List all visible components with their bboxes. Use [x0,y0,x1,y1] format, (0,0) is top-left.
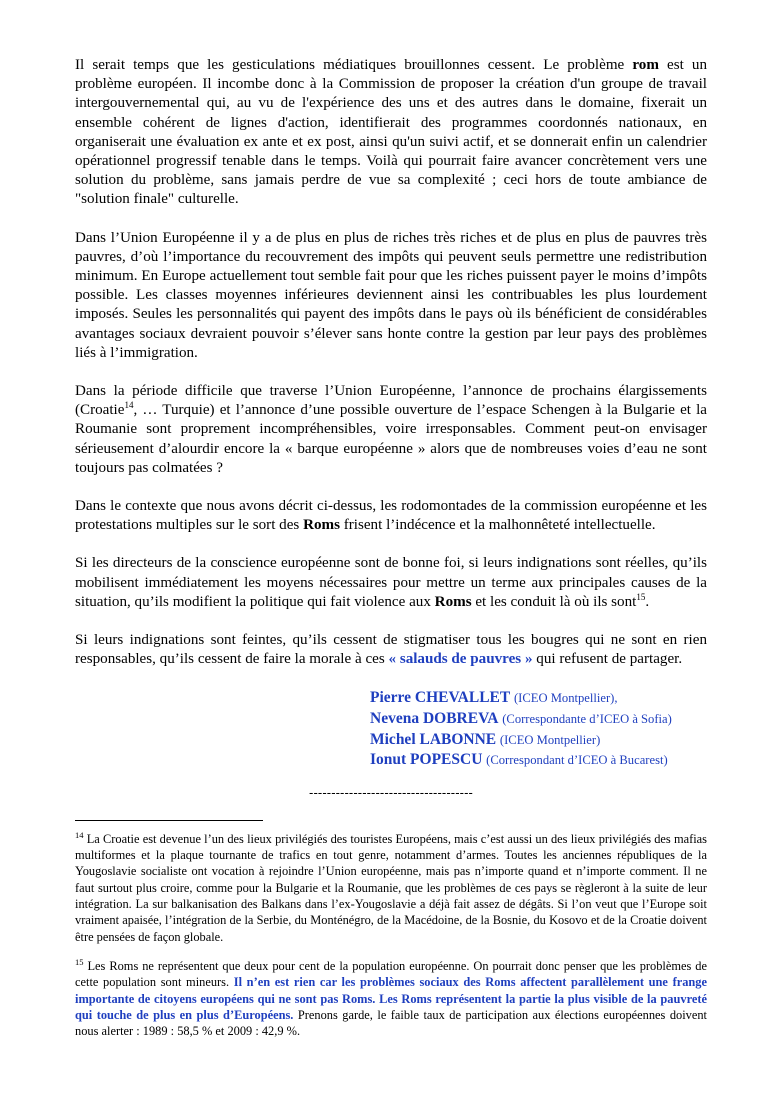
footnote-divider [75,820,263,821]
paragraph-6 [75,631,707,669]
p6-text-a: Si leurs indignations sont feintes, qu’ils cessent de stigmatiser tous les bougres qui ne sont en rien responsables, qu’ils cessent de faire la morale à ces [75,632,707,668]
signature-line [370,750,707,771]
signature-affiliation: (Correspondant d’ICEO à Bucarest) [486,753,668,768]
signature-affiliation: (ICEO Montpellier) [499,732,601,747]
signature-name: Michel LABONNE [370,730,497,748]
p5-text-a: Si les directeurs de la conscience européenne sont de bonne foi, si leurs indignations sont réelles, qu’ils mobilisent immédiatement les moyens nécessaires pour mettre un terme aux principales causes de la situation, qu’ils modifient la politique qui fait violence aux [75,555,707,610]
footnote-number: 14 [75,829,84,840]
p6-text-c: qui refusent de partager. [532,651,683,668]
footnote-text: La Croatie est devenue l’un des lieux privilégiés des touristes Européens, mais c’est aussi un des lieux privilégiés des mafias multiformes et la plaque tournante de trafics en tout genre, notamment d’armes. Toutes les anciennes républiques de la Yougoslavie socialiste ont vocation à rejoindre l’Union européenne, mais pas n’importe quand et n’importe comment. Il ne faut surtout plus croire, comme pour la Bulgarie et la Roumanie, que les problèmes de ces pays se règleront à la suite de leur intégration. La sur balkanisation des Balkans dans l’ex-Yougoslavie a déjà fait assez de dégâts. Si l’on veut que l’Europe soit vraiment apaisée, l’intégration de la Serbie, du Monténégro, de la Macédoine, de la Bosnie, du Kosovo et de la Croatie doivent être pensées de façon globale. [75,831,707,944]
p1-bold-rom: rom [632,57,659,73]
signature-name: Ionut POPESCU [370,751,483,769]
section-separator: ------------------------------------- [309,784,473,800]
paragraph-3 [75,382,707,478]
p5-bold-roms: Roms [434,593,472,610]
p5-text-d: . [645,593,650,610]
p3-text-a: Dans la période difficile que traverse l’Union Européenne, l’annonce de prochains élargissements (Croatie [75,383,707,419]
p4-text-a: Dans le contexte que nous avons décrit ci-dessus, les rodomontades de la commission européenne et les protestations multiples sur le sort des [75,498,707,534]
footnote-number: 15 [75,956,84,967]
paragraph-2: Dans l’Union Européenne il y a de plus en plus de riches très riches et de plus en plus de pauvres très pauvres, d’où l’importance du recouvrement des impôts qui peuvent seuls permettre une redistribution minimum. En Europe actuellement tout semble fait pour que les riches puissent payer le moins d’impôts possible. Les classes moyennes inférieures deviennent ainsi les contribuables les plus lourdement imposés. Seules les personnalités qui payent des impôts dans le pays où ils bénéficient de considérables avantages sociaux devraient pouvoir s’élever sans honte contre la gestion par leur pays des problèmes liés à l’immigration. [75,229,707,361]
signature-block [370,688,707,770]
p1-text-a: Il serait temps que les gesticulations médiatiques brouillonnes cessent. Le problème [75,57,633,73]
signature-affiliation: (Correspondante d’ICEO à Sofia) [502,712,672,727]
paragraph-4 [75,497,707,535]
footnote-15 [75,958,707,1039]
p6-highlight-salauds: « salauds de pauvres » [388,651,533,668]
footnote-ref-14[interactable]: 14 [124,400,134,411]
p4-text-c: frisent l’indécence et la malhonnêteté intellectuelle. [339,517,656,534]
signature-name: Pierre CHEVALLET [370,689,511,707]
signature-line [370,709,707,730]
footnote-ref-15[interactable]: 15 [636,591,646,602]
footnote-highlight: Il n’en est rien car les problèmes sociaux des Roms affectent parallèlement une frange importante de citoyens européens qui ne sont pas Roms. Les Roms représentent la partie la plus visible de la pauvreté qui touche de plus en plus d’Européens. [75,975,707,1022]
footnote-14 [75,831,707,945]
signature-affiliation: (ICEO Montpellier), [513,691,618,706]
signature-line [370,688,707,709]
signature-line [370,730,707,751]
p1-text-c: est un problème européen. Il incombe donc à la Commission de proposer la création d'un groupe de travail intergouvernemental qui, au vu de l'expérience des uns et des autres dans le domaine, fixerait un ensemble cohérent de lignes d'action, identifierait des programmes coordonnés nationaux, en organiserait une évaluation ex ante et ex post, ainsi qu'un suivi actif, et se donnerait enfin un calendrier opérationnel progressif tenable dans le temps. Voilà qui pourrait faire avancer concrètement vers une solution du problème, sans jamais perdre de vue sa complexité ; ceci hors de toute ambiance de "solution finale" culturelle. [75,57,707,208]
p3-text-b: , … Turquie) et l’annonce d’une possible ouverture de l’espace Schengen à la Bulgarie et la Roumanie sont proprement incompréhensibles, voire irresponsables. Comment peut-on envisager sérieusement d’alourdir encore la « barque européenne » alors que de nombreuses voies d’eau ne sont toujours pas colmatées ? [75,402,707,476]
paragraph-5 [75,554,707,612]
footnote-text: Prenons garde, le faible taux de participation aux élections européennes doivent nous alerter : 1989 : 58,5 % et 2009 : 42,9 %. [75,1007,707,1039]
p5-text-c: et les conduit là où ils sont [471,593,637,610]
document-page [75,56,707,1052]
signature-name: Nevena DOBREVA [370,710,499,728]
p4-bold-roms: Roms [303,517,340,534]
footnote-text: Les Roms ne représentent que deux pour cent de la population européenne. On pourrait donc penser que les problèmes de cette population sont mineurs. [75,958,707,990]
paragraph-1 [75,56,707,210]
